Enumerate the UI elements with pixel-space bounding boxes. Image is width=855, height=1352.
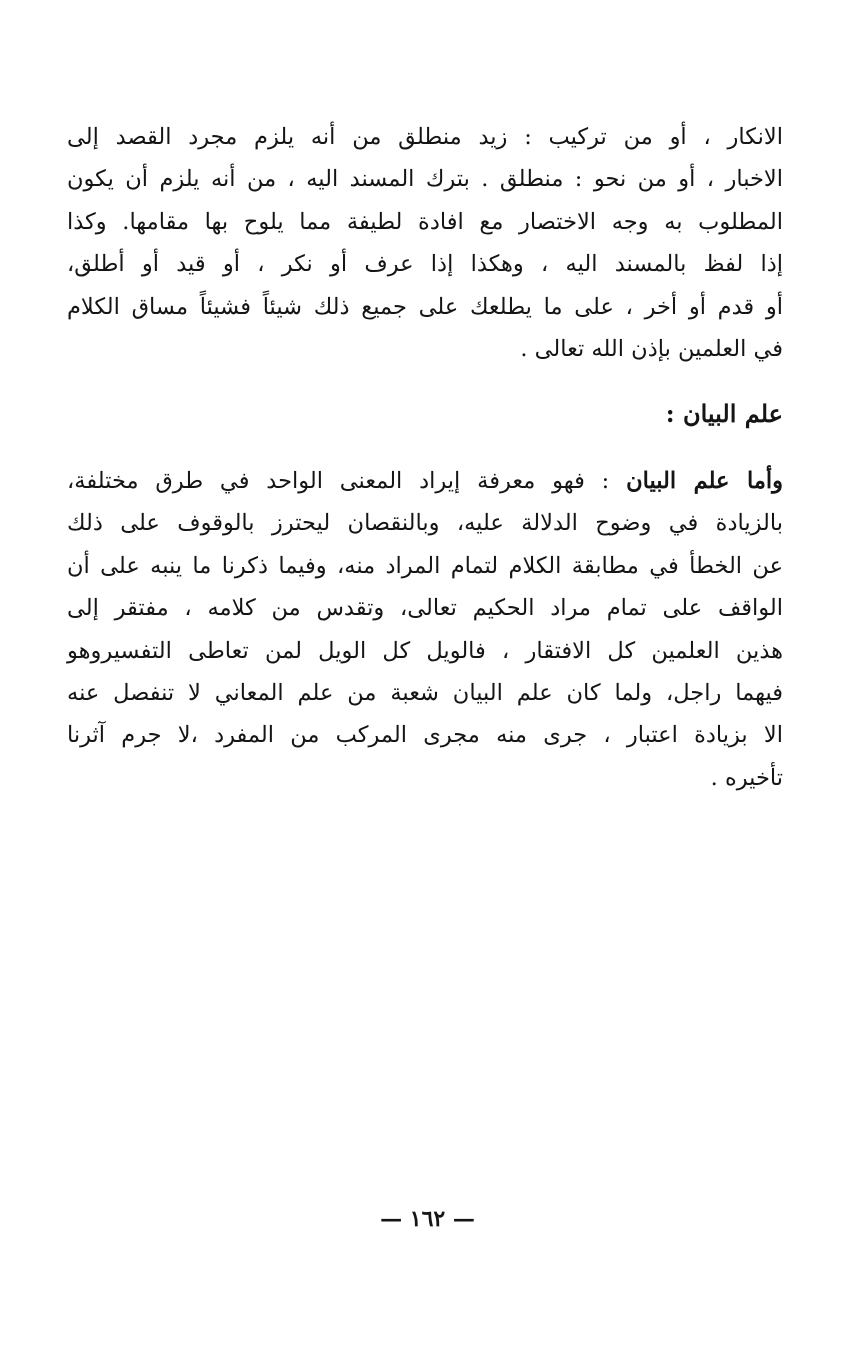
paragraph-2-line: الا بزيادة اعتبار ، جرى منه مجرى المركب من المفرد ،لا جرم آثرنا [67,722,783,749]
paragraph-1-line: في العلمين بإذن الله تعالى . [520,335,783,362]
paragraph-1-line: المطلوب به وجه الاختصار مع افادة لطيفة مما يلوح بها مقامها. وكذا [67,208,783,235]
paragraph-2-line: : فهو معرفة إيراد المعنى الواحد في طرق مختلفة، [67,468,627,494]
paragraph-2-intro: وأما علم البيان [626,468,783,494]
paragraph-2-line: الواقف على تمام مراد الحكيم تعالى، وتقدس من كلامه ، مفتقر إلى [67,595,783,622]
paragraph-2 [67,460,783,799]
paragraph-2-line: عن الخطأ في مطابقة الكلام لتمام المراد منه، وفيما ذكرنا ما ينبه على أن [67,552,783,579]
section-heading: علم البيان : [665,399,783,428]
paragraph-1-line: أو قدم أو أخر ، على ما يطلعك على جميع ذلك شيئاً فشيئاً مساق الكلام [67,293,783,320]
paragraph-2-line: هذين العلمين كل الافتقار ، فالويل كل الويل لمن تعاطى التفسيروهو [67,637,783,664]
page-number: — ١٦٢ — [380,1206,475,1232]
paragraph-2-line: فيهما راجل، ولما كان علم البيان شعبة من علم المعاني لا تنفصل عنه [67,679,783,706]
paragraph-1-line: الانكار ، أو من تركيب : زيد منطلق من أنه يلزم مجرد القصد إلى [67,124,783,150]
paragraph-2-first-line [67,460,783,502]
paragraph-2-line: بالزيادة في وضوح الدلالة عليه، وبالنقصان ليحترز بالوقوف على ذلك [67,510,783,537]
paragraph-1-line: إذا لفظ بالمسند اليه ، وهكذا إذا عرف أو نكر ، أو قيد أو أطلق، [67,251,783,278]
paragraph-1-line: الاخبار ، أو من نحو : منطلق . بترك المسند اليه ، من أنه يلزم أن يكون [67,166,783,193]
paragraph-1 [67,116,783,370]
paragraph-2-line: تأخيره . [710,764,783,791]
